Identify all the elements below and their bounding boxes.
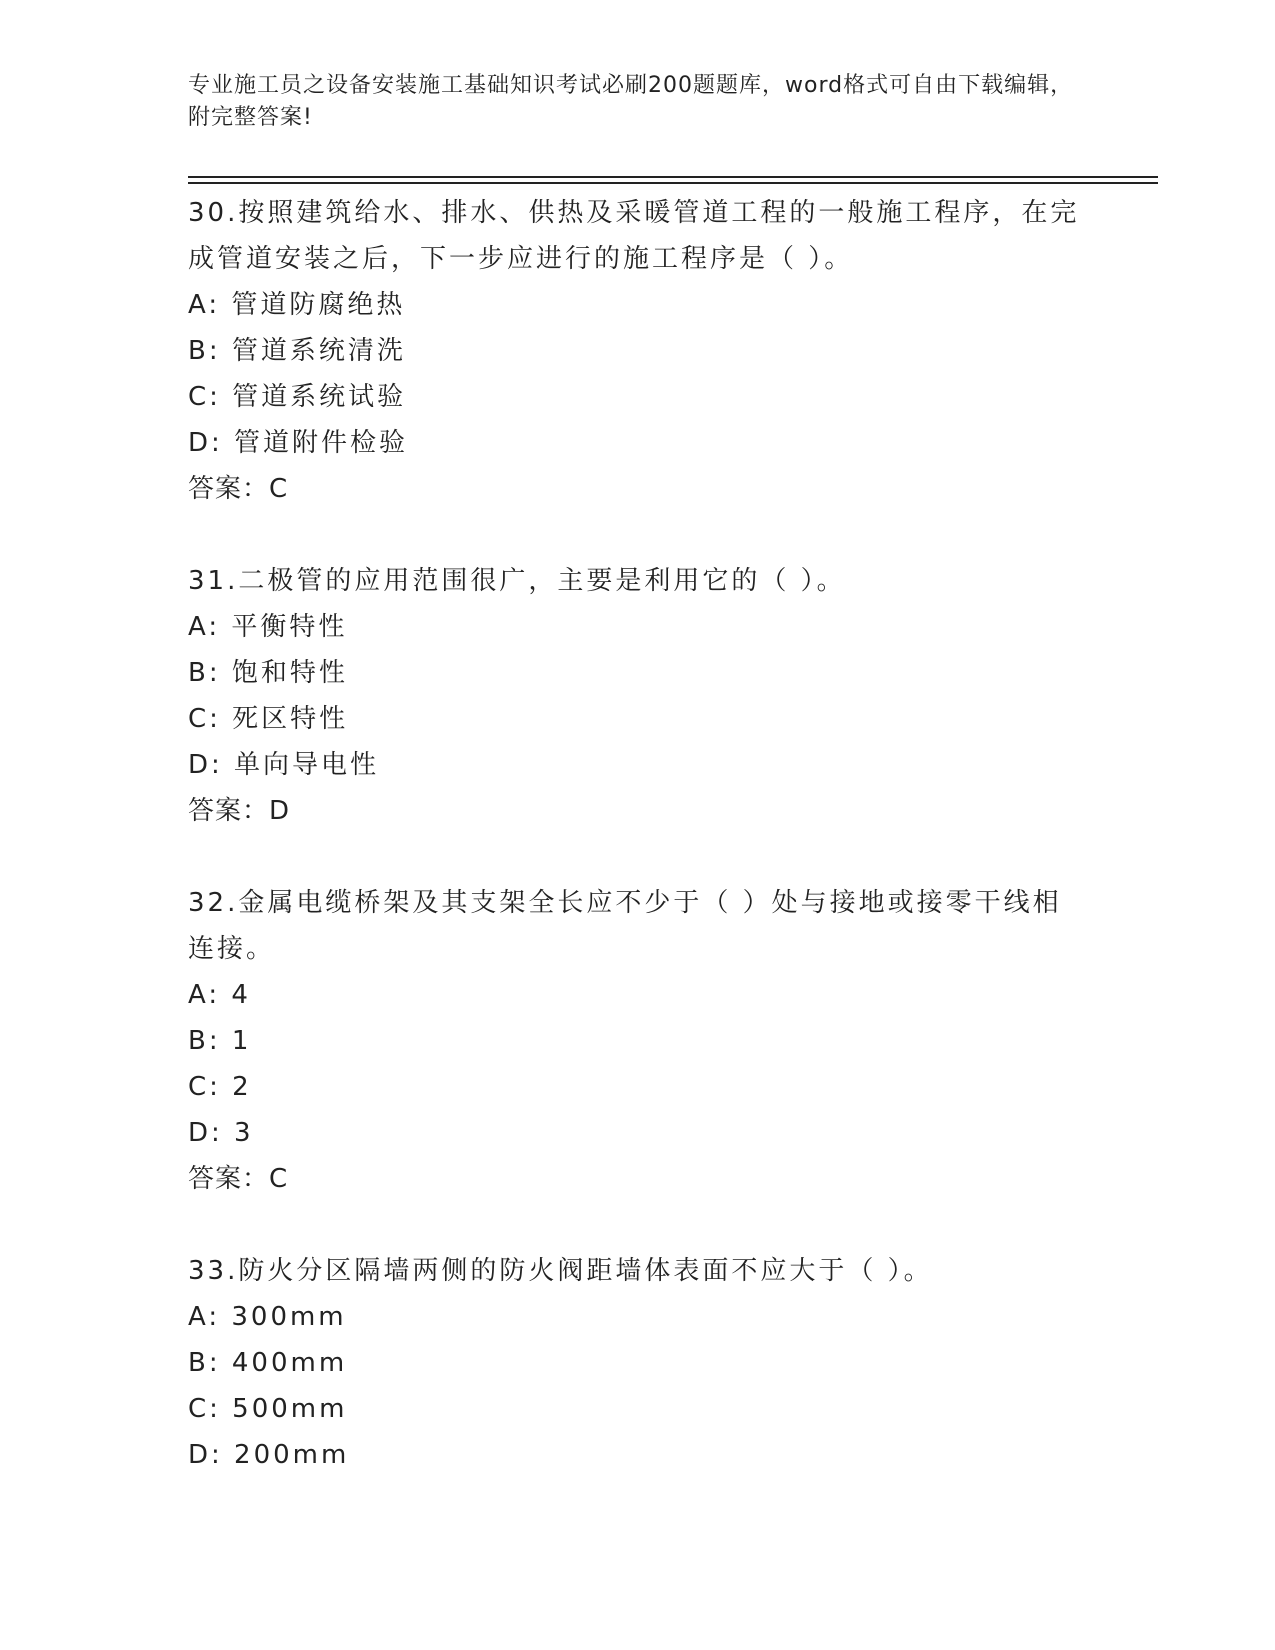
option-a: A: 300mm bbox=[188, 1302, 347, 1332]
question-spacer bbox=[188, 1202, 1148, 1248]
question-text: 33.防火分区隔墙两侧的防火阀距墙体表面不应大于（ ）。 bbox=[188, 1256, 933, 1286]
answer-line: 答案：C bbox=[188, 1164, 289, 1194]
option-d: D: 单向导电性 bbox=[188, 750, 380, 780]
question-31 bbox=[188, 558, 1148, 834]
option-a: A: 平衡特性 bbox=[188, 612, 348, 642]
question-text: 32.金属电缆桥架及其支架全长应不少于（ ）处与接地或接零干线相连接。 bbox=[188, 888, 1062, 964]
option-c: C: 管道系统试验 bbox=[188, 382, 407, 412]
header-rule-top bbox=[188, 176, 1158, 178]
header-rule-bottom bbox=[188, 182, 1158, 184]
option-a: A: 4 bbox=[188, 980, 251, 1010]
option-b: B: 管道系统清洗 bbox=[188, 336, 406, 366]
question-33 bbox=[188, 1248, 1148, 1478]
option-b: B: 1 bbox=[188, 1026, 252, 1056]
question-spacer bbox=[188, 512, 1148, 558]
option-c: C: 2 bbox=[188, 1072, 252, 1102]
option-c: C: 500mm bbox=[188, 1394, 348, 1424]
option-d: D: 3 bbox=[188, 1118, 254, 1148]
option-d: D: 200mm bbox=[188, 1440, 350, 1470]
question-text: 30.按照建筑给水、排水、供热及采暖管道工程的一般施工程序，在完成管道安装之后，下一步应进行的施工程序是（ ）。 bbox=[188, 198, 1080, 274]
answer-line: 答案：C bbox=[188, 474, 289, 504]
question-32 bbox=[188, 880, 1148, 1202]
question-list bbox=[188, 190, 1148, 1478]
document-header: 专业施工员之设备安装施工基础知识考试必刷200题题库，word格式可自由下载编辑，附完整答案! bbox=[188, 73, 1074, 130]
answer-line: 答案：D bbox=[188, 796, 291, 826]
option-b: B: 饱和特性 bbox=[188, 658, 348, 688]
question-spacer bbox=[188, 834, 1148, 880]
option-a: A: 管道防腐绝热 bbox=[188, 290, 406, 320]
question-text: 31.二极管的应用范围很广，主要是利用它的（ ）。 bbox=[188, 566, 846, 596]
option-b: B: 400mm bbox=[188, 1348, 348, 1378]
option-c: C: 死区特性 bbox=[188, 704, 349, 734]
question-30 bbox=[188, 190, 1148, 512]
option-d: D: 管道附件检验 bbox=[188, 428, 409, 458]
